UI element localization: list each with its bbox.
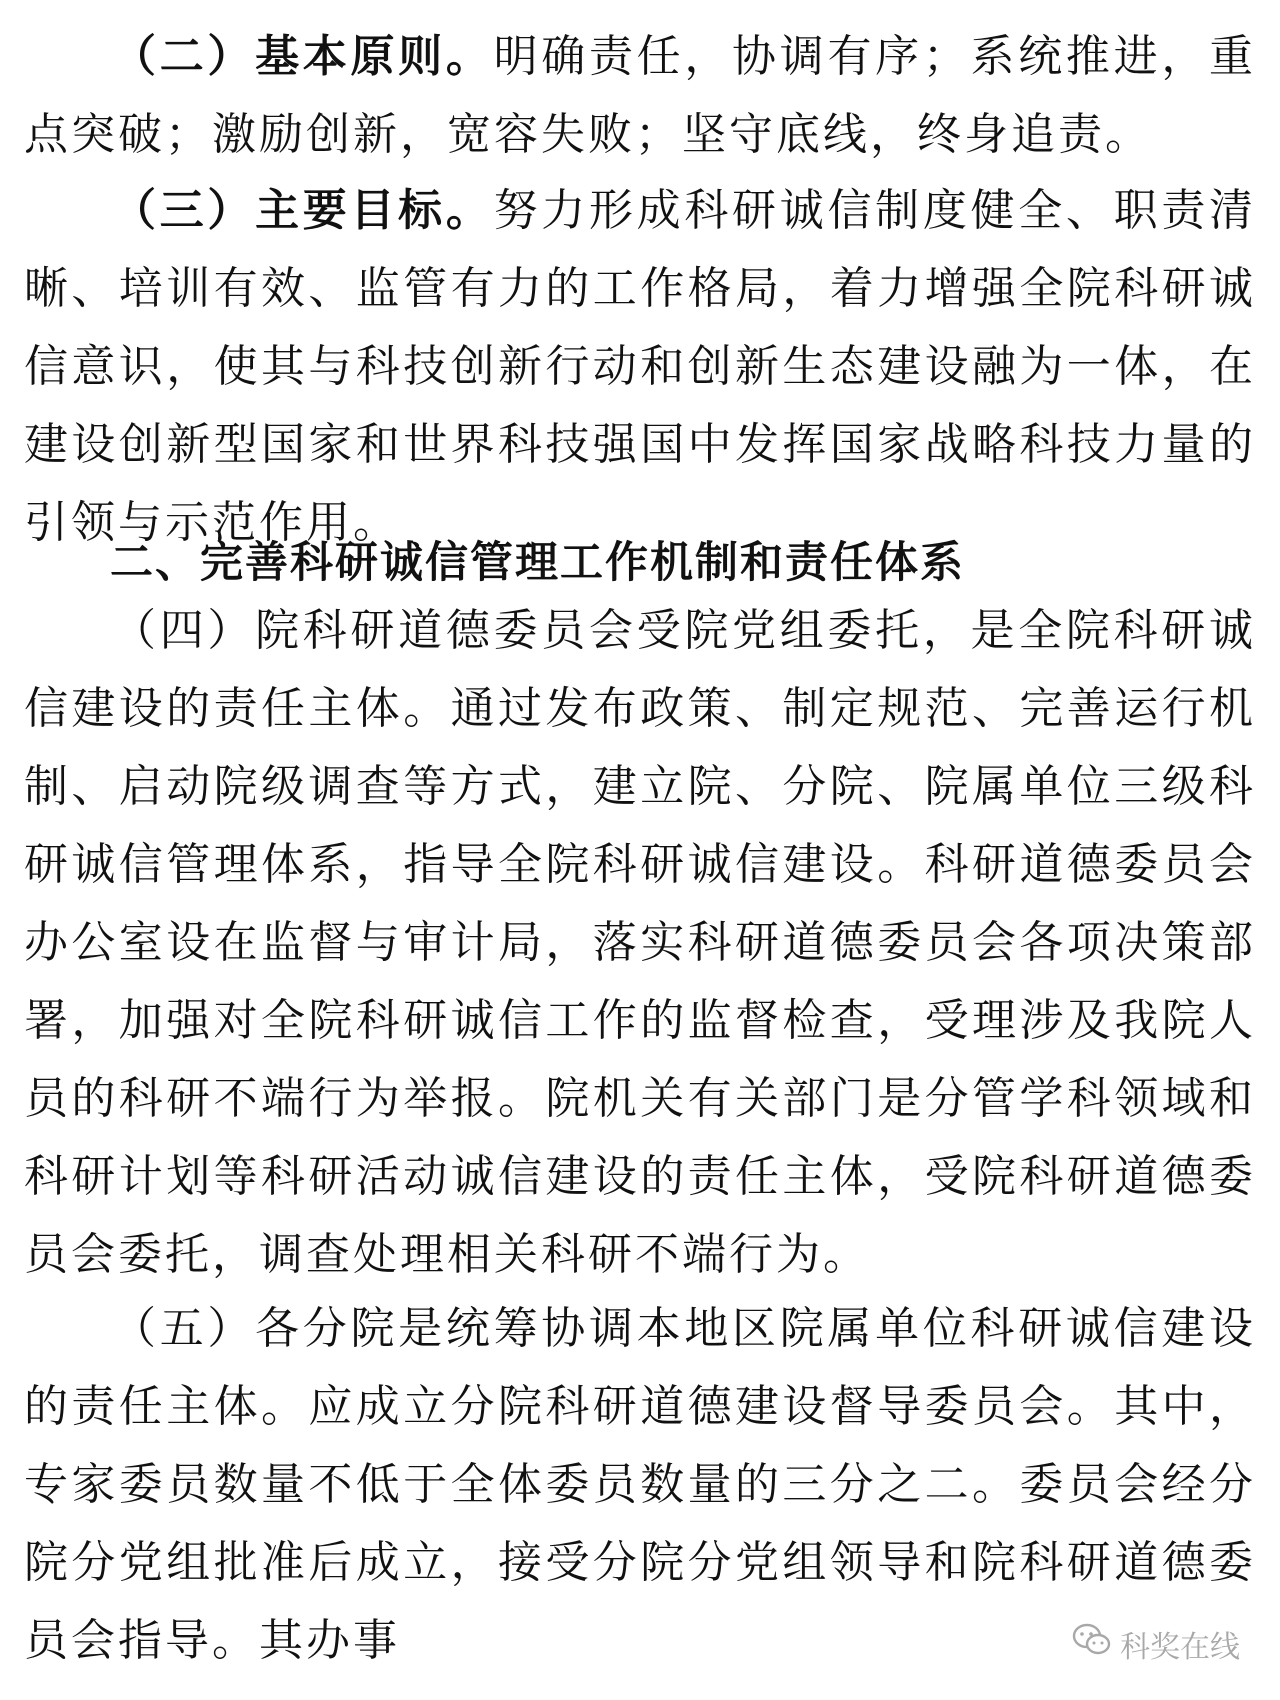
paragraph-basic-principles: [24, 18, 1256, 174]
paragraph-main-goals: [24, 172, 1256, 562]
section-heading: 二、完善科研诚信管理工作机制和责任体系: [110, 538, 965, 588]
paragraph-text-main-goals: 努力形成科研诚信制度健全、职责清晰、培训有效、监管有力的工作格局，着力增强全院科研诚信意识，使其与科技创新行动和创新生态建设融为一体，在建设创新型国家和世界科技强国中发挥国家战略科技力量的引领与示范作用。: [24, 185, 1257, 548]
paragraph-lead-basic-principles: （二）基本原则。: [112, 31, 494, 82]
watermark-text: 科奖在线: [1120, 1630, 1240, 1665]
paragraph-lead-main-goals: （三）主要目标。: [112, 185, 494, 236]
paragraph-four: （四）院科研道德委员会受院党组委托，是全院科研诚信建设的责任主体。通过发布政策、制定规范、完善运行机制、启动院级调查等方式，建立院、分院、院属单位三级科研诚信管理体系，指导全院科研诚信建设。科研道德委员会办公室设在监督与审计局，落实科研道德委员会各项决策部署，加强对全院科研诚信工作的监督检查，受理涉及我院人员的科研不端行为举报。院机关有关部门是分管学科领域和科研计划等科研活动诚信建设的责任主体，受院科研道德委员会委托，调查处理相关科研不端行为。: [24, 605, 1256, 1280]
paragraph-five: （五）各分院是统筹协调本地区院属单位科研诚信建设的责任主体。应成立分院科研道德建设督导委员会。其中，专家委员数量不低于全体委员数量的三分之二。委员会经分院分党组批准后成立，接受分院分党组领导和院科研道德委员会指导。其办事: [24, 1303, 1256, 1666]
paragraph-text-basic-principles: 明确责任，协调有序；系统推进，重点突破；激励创新，宽容失败；坚守底线，终身追责。: [24, 31, 1257, 160]
watermark: [1072, 1622, 1240, 1666]
wechat-icon: [1072, 1623, 1112, 1665]
